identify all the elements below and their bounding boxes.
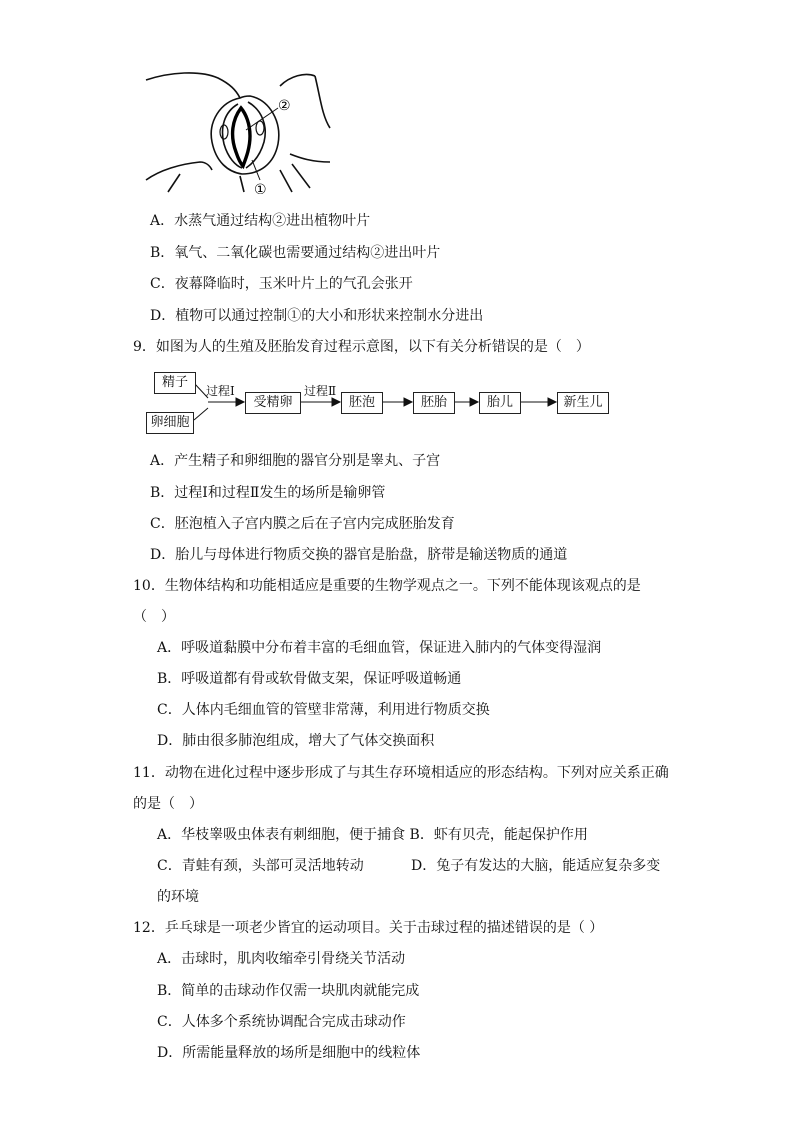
q12-option-a: A．击球时，肌肉收缩牵引骨绕关节活动 <box>157 951 406 967</box>
q8-option-a: A．水蒸气通过结构②进出植物叶片 <box>150 213 371 229</box>
box-fetus: 胎儿 <box>479 392 521 414</box>
q11-option-d-cont: 的环境 <box>157 889 199 905</box>
q9-stem: 9．如图为人的生殖及胚胎发育过程示意图，以下有关分析错误的是（ ） <box>133 339 590 355</box>
reproduction-flowchart <box>146 368 626 438</box>
box-sperm: 精子 <box>154 372 196 394</box>
q10-option-c: C．人体内毛细血管的管壁非常薄，利用进行物质交换 <box>157 702 490 718</box>
label-process-2: 过程Ⅱ <box>304 384 337 398</box>
q11-option-c: C．青蛙有颈，头部可灵活地转动 <box>157 858 364 874</box>
box-newborn: 新生儿 <box>557 392 609 414</box>
box-egg: 卵细胞 <box>146 412 194 434</box>
q11-option-d: D．兔子有发达的大脑，能适应复杂多变 <box>411 858 661 874</box>
q8-option-b: B．氧气、二氧化碳也需要通过结构②进出叶片 <box>150 245 441 261</box>
label-1: ① <box>254 182 267 194</box>
label-process-1: 过程Ⅰ <box>206 384 235 398</box>
q11-stem: 11．动物在进化过程中逐步形成了与其生存环境相适应的形态结构。下列对应关系正确 <box>133 765 669 781</box>
box-blastocyst: 胚泡 <box>341 392 383 414</box>
q9-option-d: D．胎儿与母体进行物质交换的器官是胎盘，脐带是输送物质的通道 <box>150 547 568 563</box>
q8-option-d: D．植物可以通过控制①的大小和形状来控制水分进出 <box>150 308 484 324</box>
box-zygote: 受精卵 <box>245 392 301 414</box>
q12-stem: 12．乒乓球是一项老少皆宜的运动项目。关于击球过程的描述错误的是（ ） <box>133 920 604 936</box>
q9-option-c: C．胚泡植入子宫内膜之后在子宫内完成胚胎发育 <box>150 516 455 532</box>
q11-stem-cont: 的是（ ） <box>133 796 203 812</box>
q10-option-b: B．呼吸道都有骨或软骨做支架，保证呼吸道畅通 <box>157 671 462 687</box>
q12-option-c: C．人体多个系统协调配合完成击球动作 <box>157 1014 406 1030</box>
q12-option-d: D．所需能量释放的场所是细胞中的线粒体 <box>157 1045 421 1061</box>
q10-stem: 10．生物体结构和功能相适应是重要的生物学观点之一。下列不能体现该观点的是 <box>133 578 641 594</box>
label-2: ② <box>278 98 291 114</box>
q12-option-b: B．简单的击球动作仅需一块肌肉就能完成 <box>157 983 420 999</box>
flowchart-arrows <box>146 368 626 438</box>
stomata-diagram <box>140 66 340 194</box>
q9-option-b: B．过程Ⅰ和过程Ⅱ发生的场所是输卵管 <box>150 485 386 501</box>
q8-option-c: C．夜幕降临时，玉米叶片上的气孔会张开 <box>150 276 413 292</box>
q10-stem-cont: （ ） <box>133 609 175 625</box>
q10-option-a: A．呼吸道黏膜中分布着丰富的毛细血管，保证进入肺内的气体变得湿润 <box>157 640 602 656</box>
q11-options-ab: A．华枝睾吸虫体表有刺细胞，便于捕食 B．虾有贝壳，能起保护作用 <box>157 827 588 843</box>
box-embryo: 胚胎 <box>413 392 455 414</box>
q10-option-d: D．肺由很多肺泡组成，增大了气体交换面积 <box>157 733 435 749</box>
q9-option-a: A．产生精子和卵细胞的器官分别是睾丸、子宫 <box>150 453 441 469</box>
